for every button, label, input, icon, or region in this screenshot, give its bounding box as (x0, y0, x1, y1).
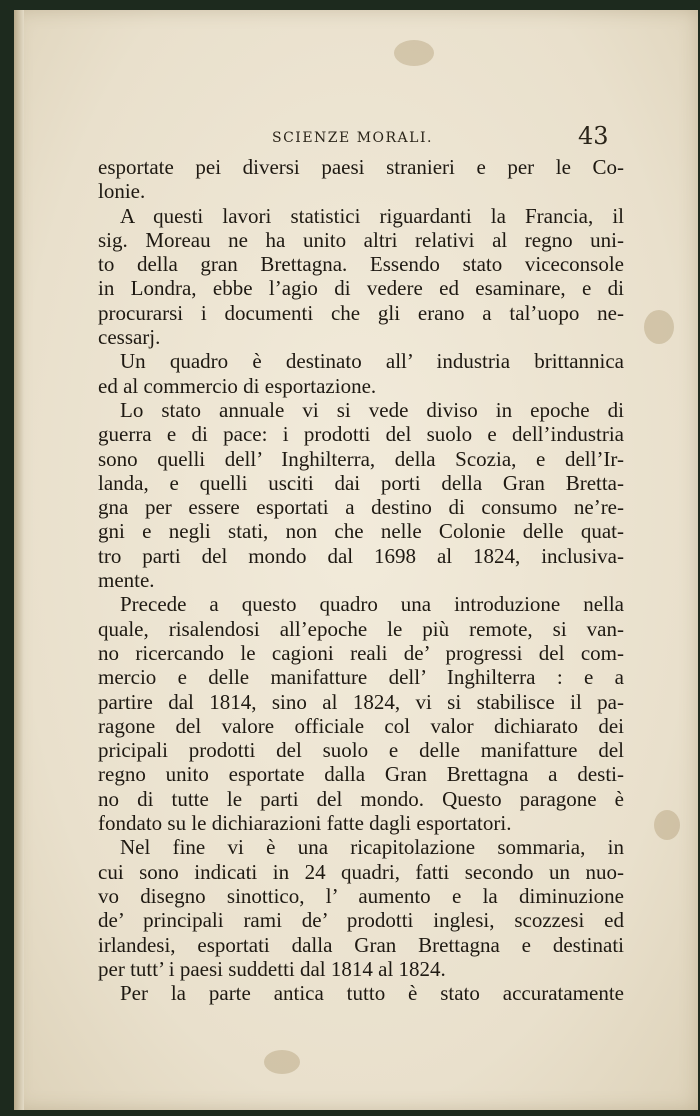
text-line: esportate pei diversi paesi stranieri e per le Co- (98, 155, 624, 179)
paper-stain (644, 310, 674, 344)
text-line: gna per essere esportati a destino di consumo ne’re- (98, 495, 624, 520)
text-line: Precede a questo quadro una introduzione nella (120, 592, 624, 617)
text-line: fondato su le dichiarazioni fatte dagli esportatori. (98, 811, 512, 836)
text-line: to della gran Brettagna. Essendo stato viceconsole (98, 252, 624, 277)
book-page (14, 10, 698, 1110)
text-line: procurarsi i documenti che gli erano a tal’uopo ne- (98, 300, 624, 325)
text-line: vo disegno sinottico, l’ aumento e la diminuzione (98, 883, 624, 908)
text-line: sig. Moreau ne ha unito altri relativi al regno uni- (98, 227, 624, 252)
text-line: quale, risalendosi all’epoche le più remote, si van- (98, 616, 624, 641)
text-line: A questi lavori statistici riguardanti la Francia, il (120, 203, 624, 228)
body-text (98, 155, 624, 1005)
text-line: irlandesi, esportati dalla Gran Brettagna e destinati (98, 932, 624, 957)
text-line: pricipali prodotti del suolo e delle manifatture del (98, 738, 624, 763)
text-line: Un quadro è destinato all’ industria brittannica (120, 349, 624, 374)
text-line: sono quelli dell’ Inghilterra, della Scozia, e dell’Ir- (98, 446, 624, 471)
page-header (14, 122, 698, 152)
text-line: ed al commercio di esportazione. (98, 373, 377, 398)
text-line: cui sono indicati in 24 quadri, fatti secondo un nuo- (98, 859, 624, 884)
text-line: landa, e quelli usciti dai porti della Gran Bretta- (98, 470, 624, 495)
paper-stain (654, 810, 680, 840)
text-line: gni e negli stati, non che nelle Colonie delle quat- (98, 519, 624, 544)
text-line: Per la parte antica tutto è stato accuratamente (120, 981, 624, 1006)
text-line: per tutt’ i paesi suddetti dal 1814 al 1824. (98, 956, 446, 981)
text-line: ragone del valore officiale col valor dichiarato dei (98, 713, 624, 738)
text-line: guerra e di pace: i prodotti del suolo e dell’industria (98, 422, 624, 447)
text-line: tro parti del mondo dal 1698 al 1824, inclusiva- (98, 543, 624, 568)
running-head: SCIENZE MORALI. (272, 130, 433, 146)
paper-stain (264, 1050, 300, 1074)
text-line: Lo stato annuale vi si vede diviso in epoche di (120, 397, 624, 422)
page-number: 43 (578, 122, 609, 150)
paper-stain (394, 40, 434, 66)
text-line: mercio e delle manifatture dell’ Inghilterra : e a (98, 665, 624, 690)
page-gutter (14, 10, 24, 1110)
text-line: lonie. (98, 179, 146, 204)
text-line: regno unito esportate dalla Gran Brettagna a desti- (98, 762, 624, 787)
text-line: no ricercando le cagioni reali de’ progressi del com- (98, 640, 624, 665)
text-line: no di tutte le parti del mondo. Questo paragone è (98, 786, 624, 811)
text-line: de’ principali rami de’ prodotti inglesi, scozzesi ed (98, 908, 624, 933)
text-line: cessarj. (98, 325, 161, 350)
text-line: mente. (98, 568, 155, 593)
text-line: in Londra, ebbe l’agio di vedere ed esaminare, e di (98, 276, 624, 301)
text-line: partire dal 1814, sino al 1824, vi si stabilisce il pa- (98, 689, 624, 714)
text-line: Nel fine vi è una ricapitolazione sommaria, in (120, 835, 624, 860)
